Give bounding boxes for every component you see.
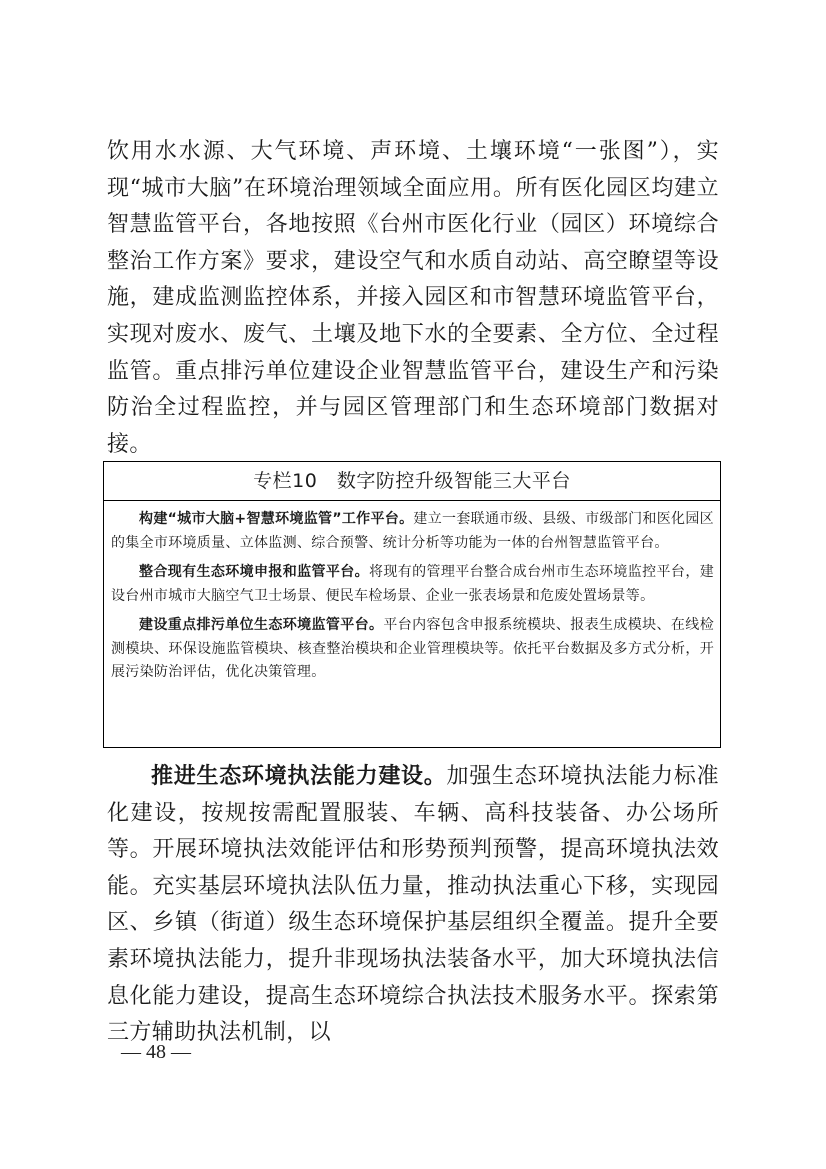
box-item <box>111 508 714 555</box>
box-item-text: 将现有的管理平台整合成台州市生态环境监控平台，建设台州市城市大脑空气卫士场景、便民车检场景、企业一张表场景和危废处置场景等。 <box>111 564 714 604</box>
box-body <box>104 501 720 685</box>
page-number: — 48 — <box>121 1041 191 1063</box>
paragraph-bottom <box>107 758 719 1052</box>
paragraph-text: 加强生态环境执法能力标准化建设，按规按需配置服装、车辆、高科技装备、办公场所等。开展环境执法效能评估和形势预判预警，提高环境执法效能。充实基层环境执法队伍力量，推动执法重心下移，实现园区、乡镇（街道）级生态环境保护基层组织全覆盖。提升全要素环境执法能力，提升非现场执法装备水平，加大环境执法信息化能力建设，提高生态环境综合执法技术服务水平。探索第三方辅助执法机制，以 <box>107 764 719 1046</box>
special-column-box <box>103 461 721 748</box>
box-item <box>111 614 714 685</box>
box-item-heading: 建设重点排污单位生态环境监管平台。 <box>139 617 384 633</box>
box-item <box>111 561 714 608</box>
box-item-heading: 构建“城市大脑+智慧环境监管”工作平台。 <box>139 511 414 527</box>
body-text-top <box>107 134 719 463</box>
box-item-text: 平台内容包含申报系统模块、报表生成模块、在线检测模块、环保设施监管模块、核查整治模块和企业管理模块等。依托平台数据及多方式分析，开展污染防治评估，优化决策管理。 <box>111 617 714 680</box>
box-item-text: 建立一套联通市级、县级、市级部门和医化园区的集全市环境质量、立体监测、综合预警、统计分析等功能为一体的台州智慧监管平台。 <box>111 511 714 551</box>
paragraph-top: 饮用水水源、大气环境、声环境、土壤环境“一张图”），实现“城市大脑”在环境治理领域全面应用。所有医化园区均建立智慧监管平台，各地按照《台州市医化行业（园区）环境综合整治工作方案》要求，建设空气和水质自动站、高空瞭望等设施，建成监测监控体系，并接入园区和市智慧环境监管平台，实现对废水、废气、土壤及地下水的全要素、全方位、全过程监管。重点排污单位建设企业智慧监管平台，建设生产和污染防治全过程监控，并与园区管理部门和生态环境部门数据对接。 <box>107 139 719 457</box>
paragraph-heading: 推进生态环境执法能力建设。 <box>151 763 447 789</box>
box-title: 专栏10 数字防控升级智能三大平台 <box>104 462 720 501</box>
body-text-bottom <box>107 758 719 1052</box>
box-item-heading: 整合现有生态环境申报和监管平台。 <box>139 564 370 580</box>
